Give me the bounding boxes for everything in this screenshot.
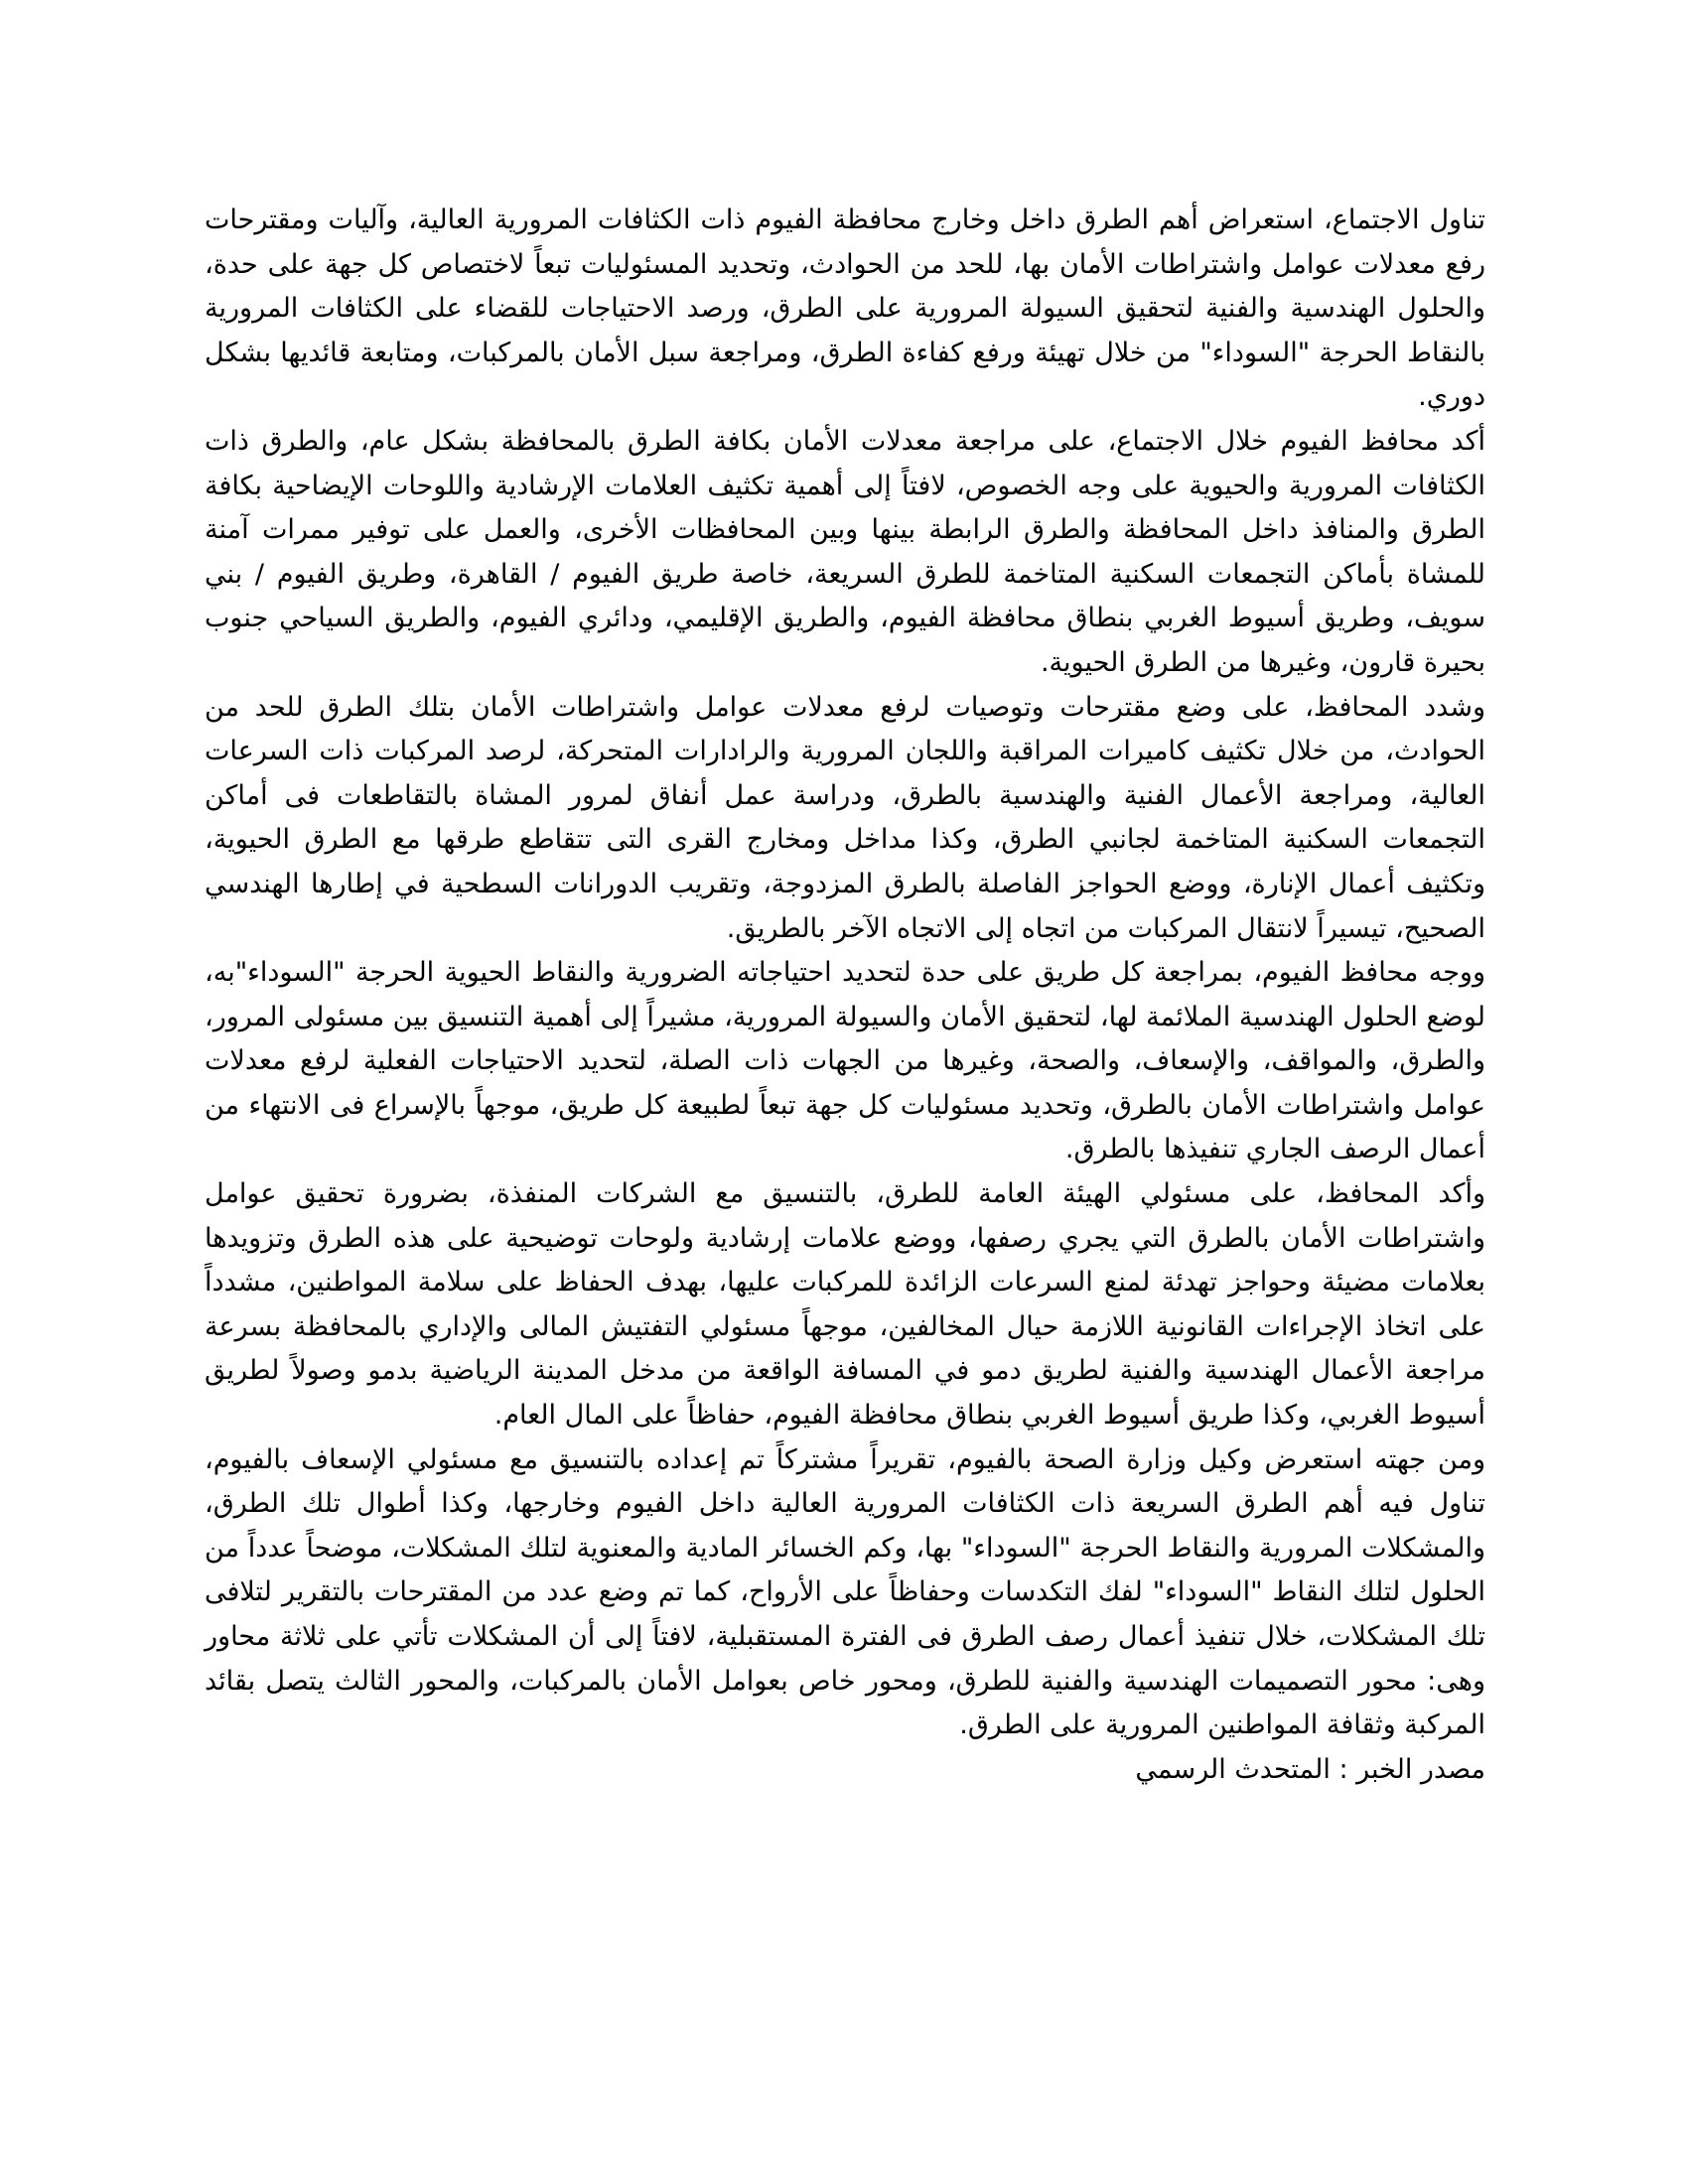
- paragraph-6: ومن جهته استعرض وكيل وزارة الصحة بالفيوم، تقريراً مشتركاً تم إعداده بالتنسيق مع مسئولي الإسعاف بالفيوم، تناول فيه أهم الطرق السريعة ذات الكثافات المرورية العالية داخل الفيوم وخارجها، وكذا أطوال تلك الطرق، والمشكلات المرورية والنقاط الحرجة "السوداء" بها، وكم الخسائر المادية والمعنوية لتلك المشكلات، موضحاً عدداً من الحلول لتلك النقاط "السوداء" لفك التكدسات وحفاظاً على الأرواح، كما تم وضع عدد من المقترحات بالتقرير لتلافى تلك المشكلات، خلال تنفيذ أعمال رصف الطرق فى الفترة المستقبلية، لافتاً إلى أن المشكلات تأتي على ثلاثة محاور وهى: محور التصميمات الهندسية والفنية للطرق، ومحور خاص بعوامل الأمان بالمركبات، والمحور الثالث يتصل بقائد المركبة وثقافة المواطنين المرورية على الطرق.: [205, 1443, 1485, 1741]
- paragraph-1: تناول الاجتماع، استعراض أهم الطرق داخل وخارج محافظة الفيوم ذات الكثافات المرورية العالية، وآليات ومقترحات رفع معدلات عوامل واشتراطات الأمان بها، للحد من الحوادث، وتحديد المسئوليات تبعاً لاختصاص كل جهة على حدة، والحلول الهندسية والفنية لتحقيق السيولة المرورية على الطرق، ورصد الاحتياجات للقضاء على الكثافات المرورية بالنقاط الحرجة "السوداء" من خلال تهيئة ورفع كفاءة الطرق، ومراجعة سبل الأمان بالمركبات، ومتابعة قائديها بشكل دوري.: [205, 205, 1485, 413]
- paragraph-3: وشدد المحافظ، على وضع مقترحات وتوصيات لرفع معدلات عوامل واشتراطات الأمان بتلك الطرق للحد من الحوادث، من خلال تكثيف كاميرات المراقبة واللجان المرورية والرادارات المتحركة، لرصد المركبات ذات السرعات العالية، ومراجعة الأعمال الفنية والهندسية بالطرق، ودراسة عمل أنفاق لمرور المشاة بالتقاطعات فى أماكن التجمعات السكنية المتاخمة لجانبي الطرق، وكذا مداخل ومخارج القرى التى تتقاطع طرقها مع الطرق الحيوية، وتكثيف أعمال الإنارة، ووضع الحواجز الفاصلة بالطرق المزدوجة، وتقريب الدورانات السطحية في إطارها الهندسي الصحيح، تيسيراً لانتقال المركبات من اتجاه إلى الاتجاه الآخر بالطريق.: [205, 691, 1485, 944]
- paragraph-4: ووجه محافظ الفيوم، بمراجعة كل طريق على حدة لتحديد احتياجاته الضرورية والنقاط الحيوية الحرجة "السوداء"به، لوضع الحلول الهندسية الملائمة لها، لتحقيق الأمان والسيولة المرورية، مشيراً إلى أهمية التنسيق بين مسئولى المرور، والطرق، والمواقف، والإسعاف، والصحة، وغيرها من الجهات ذات الصلة، لتحديد الاحتياجات الفعلية لرفع معدلات عوامل واشتراطات الأمان بالطرق، وتحديد مسئوليات كل جهة تبعاً لطبيعة كل طريق، موجهاً بالإسراع فى الانتهاء من أعمال الرصف الجاري تنفيذها بالطرق.: [205, 957, 1485, 1165]
- news-source-line: مصدر الخبر : المتحدث الرسمي: [1135, 1753, 1485, 1785]
- article-body: [205, 199, 1485, 1792]
- paragraph-5: وأكد المحافظ، على مسئولي الهيئة العامة للطرق، بالتنسيق مع الشركات المنفذة، بضرورة تحقيق عوامل واشتراطات الأمان بالطرق التي يجري رصفها، ووضع علامات إرشادية ولوحات توضيحية على هذه الطرق وتزويدها بعلامات مضيئة وحواجز تهدئة لمنع السرعات الزائدة للمركبات عليها، بهدف الحفاظ على سلامة المواطنين، مشدداً على اتخاذ الإجراءات القانونية اللازمة حيال المخالفين، موجهاً مسئولي التفتيش المالى والإداري بالمحافظة بسرعة مراجعة الأعمال الهندسية والفنية لطريق دمو في المسافة الواقعة من مدخل المدينة الرياضية بدمو وصولاً لطريق أسيوط الغربي، وكذا طريق أسيوط الغربي بنطاق محافظة الفيوم، حفاظاً على المال العام.: [205, 1178, 1485, 1432]
- paragraph-2: أكد محافظ الفيوم خلال الاجتماع، على مراجعة معدلات الأمان بكافة الطرق بالمحافظة بشكل عام، والطرق ذات الكثافات المرورية والحيوية على وجه الخصوص، لافتاً إلى أهمية تكثيف العلامات الإرشادية واللوحات الإيضاحية بكافة الطرق والمنافذ داخل المحافظة والطرق الرابطة بينها وبين المحافظات الأخرى، والعمل على توفير ممرات آمنة للمشاة بأماكن التجمعات السكنية المتاخمة للطرق السريعة، خاصة طريق الفيوم / القاهرة، وطريق الفيوم / بني سويف، وطريق أسيوط الغربي بنطاق محافظة الفيوم، والطريق الإقليمي، ودائري الفيوم، والطريق السياحي جنوب بحيرة قارون، وغيرها من الطرق الحيوية.: [205, 425, 1485, 678]
